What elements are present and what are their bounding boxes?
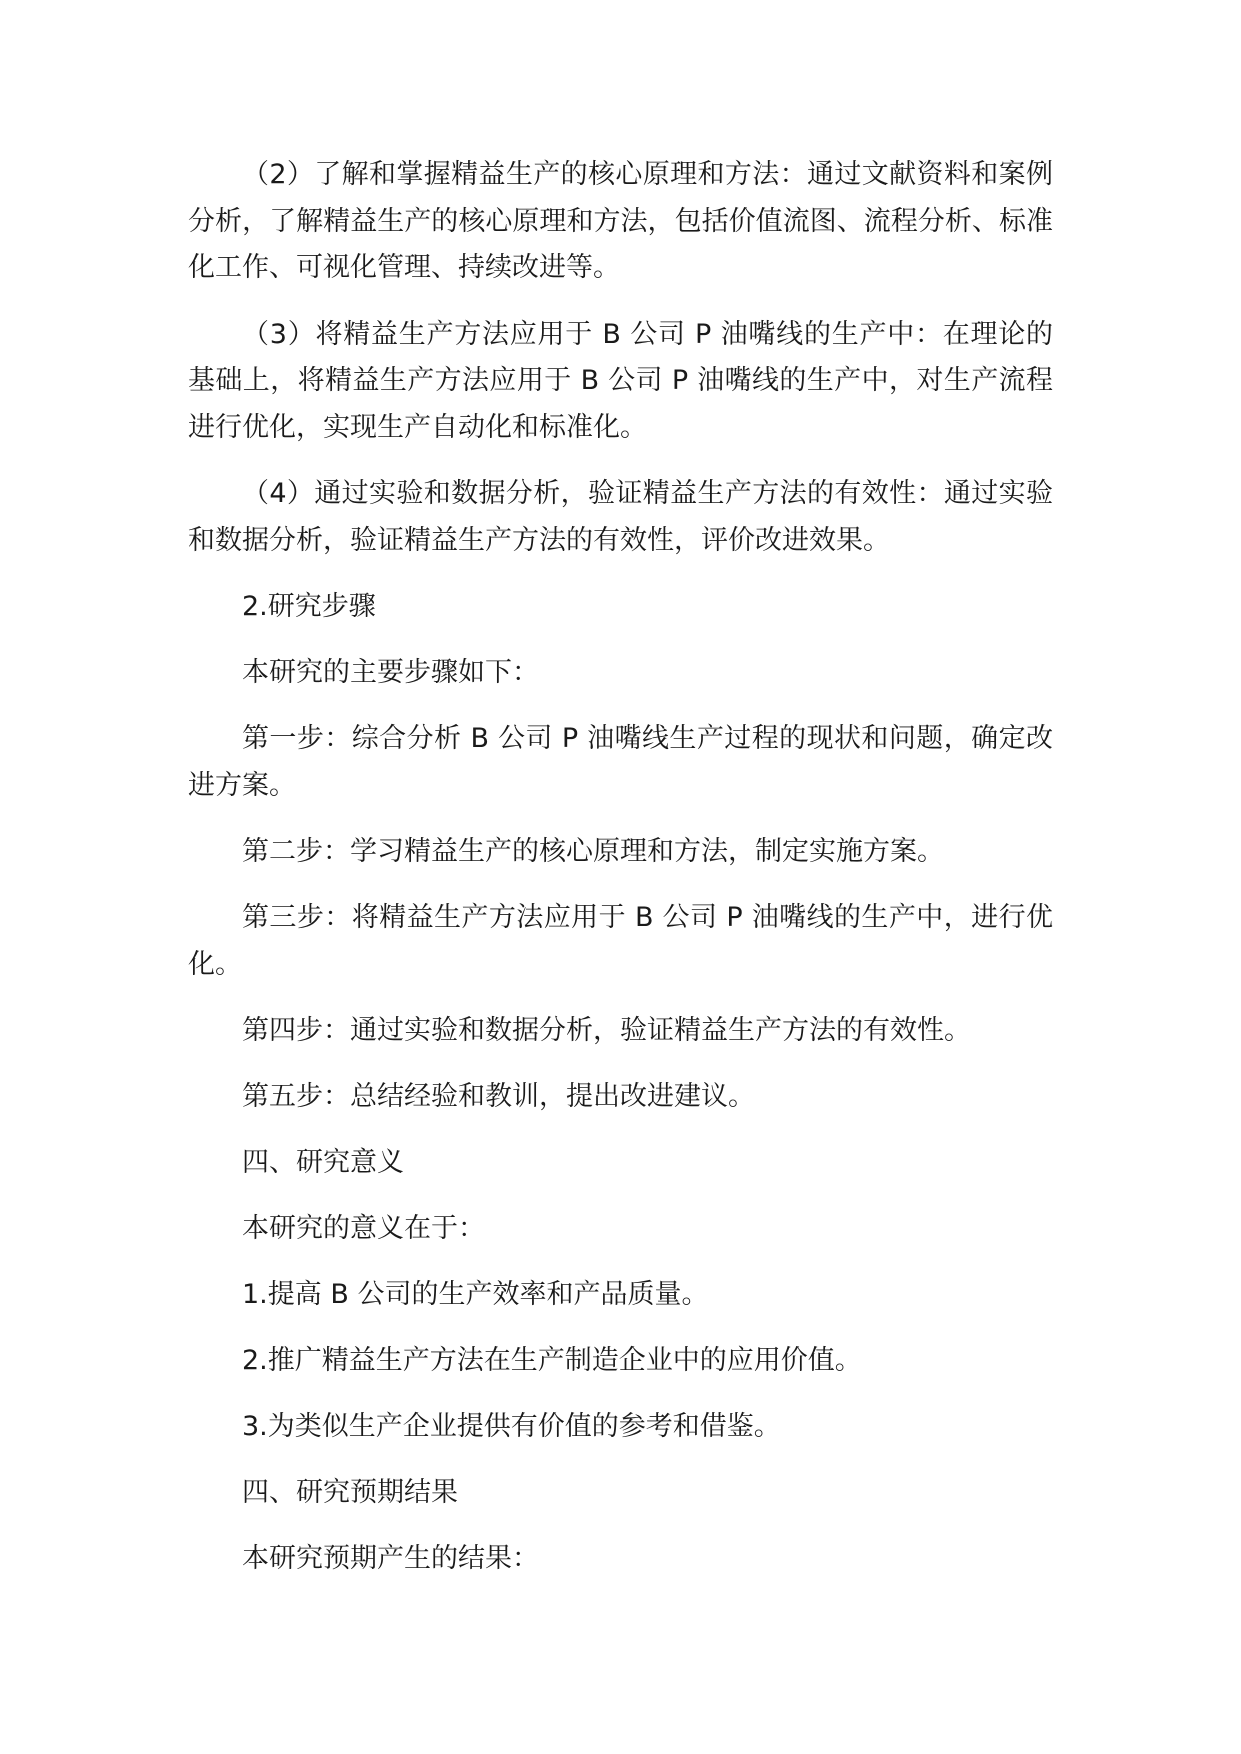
heading-expected-results: 四、研究预期结果	[242, 1477, 458, 1508]
paragraph-significance-2: 2.推广精益生产方法在生产制造企业中的应用价值。	[242, 1345, 862, 1376]
paragraph-steps-intro: 本研究的主要步骤如下：	[242, 657, 539, 688]
paragraph-objective-2: （2）了解和掌握精益生产的核心原理和方法：通过文献资料和案例分析，了解精益生产的核心原理和方法，包括价值流图、流程分析、标准化工作、可视化管理、持续改进等。	[188, 159, 1053, 283]
paragraph-expected-results-intro: 本研究预期产生的结果：	[242, 1543, 539, 1574]
paragraph-step-3: 第三步：将精益生产方法应用于 B 公司 P 油嘴线的生产中，进行优化。	[188, 902, 1053, 980]
paragraph-step-2: 第二步：学习精益生产的核心原理和方法，制定实施方案。	[242, 836, 944, 867]
paragraph-step-5: 第五步：总结经验和教训，提出改进建议。	[242, 1081, 755, 1112]
heading-research-significance: 四、研究意义	[242, 1147, 404, 1178]
heading-research-steps: 2.研究步骤	[242, 591, 376, 622]
paragraph-step-1: 第一步：综合分析 B 公司 P 油嘴线生产过程的现状和问题，确定改进方案。	[188, 723, 1053, 801]
paragraph-significance-intro: 本研究的意义在于：	[242, 1213, 485, 1244]
paragraph-significance-3: 3.为类似生产企业提供有价值的参考和借鉴。	[242, 1411, 781, 1442]
document-body	[188, 152, 1053, 1602]
paragraph-step-4: 第四步：通过实验和数据分析，验证精益生产方法的有效性。	[242, 1015, 971, 1046]
paragraph-significance-1: 1.提高 B 公司的生产效率和产品质量。	[242, 1279, 709, 1310]
paragraph-objective-4: （4）通过实验和数据分析，验证精益生产方法的有效性：通过实验和数据分析，验证精益生产方法的有效性，评价改进效果。	[188, 478, 1053, 556]
paragraph-objective-3: （3）将精益生产方法应用于 B 公司 P 油嘴线的生产中：在理论的基础上，将精益生产方法应用于 B 公司 P 油嘴线的生产中，对生产流程进行优化，实现生产自动化和标准化。	[188, 318, 1053, 443]
